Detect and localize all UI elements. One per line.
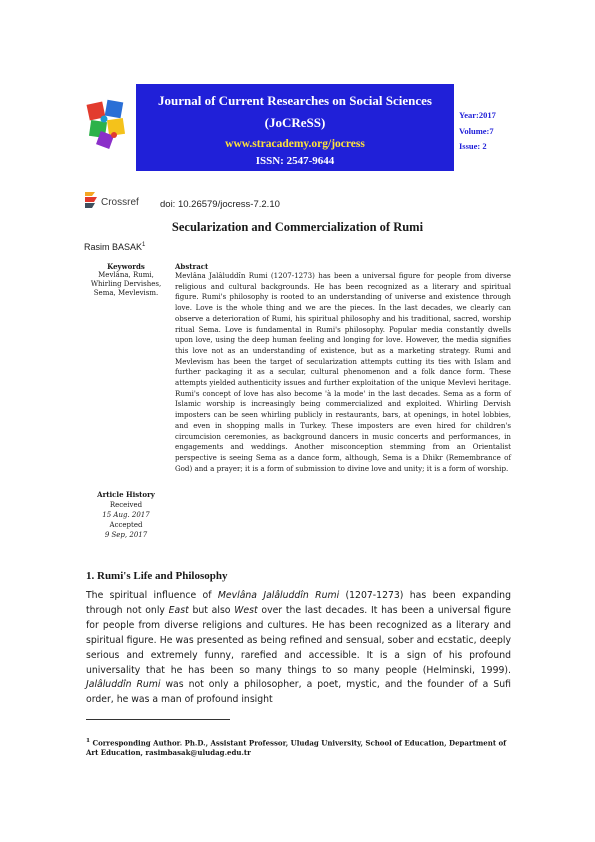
body-text: but also [188, 604, 235, 616]
section-heading: 1. Rumi's Life and Philosophy [86, 570, 228, 582]
keywords-block [84, 262, 168, 298]
body-emphasis: Jalâluddîn Rumi [86, 679, 161, 691]
doi-link[interactable]: doi: 10.26579/jocress-7.2.10 [160, 199, 280, 210]
article-history [84, 490, 168, 540]
footnote-mark: 1 [86, 738, 91, 744]
article-title: Secularization and Commercialization of Rumi [171, 220, 424, 234]
body-text: The spiritual influence of [86, 590, 218, 601]
journal-name: Journal of Current Researches on Social Sciences [158, 93, 432, 108]
journal-logo [84, 97, 132, 149]
journal-url[interactable]: www.stracademy.org/jocress [225, 138, 365, 150]
journal-banner [136, 84, 454, 171]
crossref-label: Crossref [101, 196, 139, 208]
received-label: Received [109, 501, 143, 509]
footnote-divider [86, 719, 230, 720]
journal-abbreviation: (JoCReSS) [264, 115, 326, 130]
accepted-label: Accepted [109, 521, 143, 529]
keywords-list: Mevlâna, Rumi, Whirling Dervishes, Sema, Mevlevism. [90, 271, 162, 297]
footnote-text: Corresponding Author. Ph.D., Assistant Professor, Uludag University, School of Education, Department of Art Education, rasimbasak@uludag.edu.tr [86, 738, 507, 758]
journal-issue: Issue: 2 [459, 141, 487, 151]
body-paragraph [86, 589, 511, 708]
body-emphasis: East [168, 604, 189, 616]
history-heading: Article History [97, 490, 155, 499]
journal-issn: ISSN: 2547-9644 [255, 155, 335, 167]
keywords-heading: Keywords [107, 262, 145, 271]
body-text: over the last decades. It has been a universal figure for people from diverse religions and cultures. He has been recognized as a literary and spiritual figure. He was presented as being refined and sensual, sober and ecstatic, deeply serious and extremely funny, rarefied and accessible. It is a sign of his profound universality that he has been so many things to so many people (Helminski, 1999). [86, 604, 511, 676]
body-emphasis: West [234, 604, 258, 616]
crossref-badge[interactable] [84, 192, 139, 212]
author-name: Rasim BASAK [84, 242, 143, 252]
abstract-text: Mevlâna Jalâluddîn Rumi (1207-1273) has been a universal figure for people from diverse religious and cultural backgrounds. He has been recognized as a literary and spiritual figure. Rumi's philosophy is rooted to an understanding of universe and existence through love. Love is the whole thing and we are the pieces. In the last decades, we clearly can observe a deterioration of Rumi, his spiritual philosophy and his traditional, sacred, worship ritual Sema. Love is fundamental in Rumi's philosophy. Popular media constantly dwells upon love, using the deep human feeling and longing for love. However, the media signifies this love not as an understanding of existence, but as a marketing strategy. Rumi and Mevlevism has been the target of secularization attempts cutting its ties with Islam and further packaging it as a secular, cultural phenomenon and a folk dance form. These attempts yielded authenticity issues and further exploitation of the unique Mevlevi heritage. Rumi's concept of love has also become 'à la mode' in the last decades. Sema as a form of Islamic worship is increasingly being commercialized and exploited. Whirling Dervish imposters can be seen whirling publicly in restaurants, bars, at openings, in hotel lobbies, and even in shopping malls in Turkey. These imposters are even hired for children's circumcision ceremonies, as background dancers in music concerts and performances, in engagements and weddings. Another misconception stemming from an Orientalist perspective is seeing Sema as a dance form, although, Sema is a Dhikr (Remembrance of God) and a prayer; it is a form of submission to divine love and unity; it is a form of worship. [175, 271, 511, 473]
body-emphasis: Mevlâna Jalâluddîn Rumi [217, 590, 340, 601]
journal-volume: Volume:7 [459, 126, 494, 136]
author-footnote-mark[interactable]: 1 [142, 242, 146, 248]
crossref-icon [84, 191, 98, 213]
body-text: (1207-1273) has been expanding through not only [86, 590, 511, 616]
article-author [84, 242, 145, 252]
footnote [86, 736, 511, 758]
received-date: 15 Aug. 2017 [102, 511, 150, 519]
abstract-heading: Abstract [175, 262, 209, 271]
journal-year: Year:2017 [459, 110, 496, 120]
body-text: was not only a philosopher, a poet, mystic, and the founder of a Sufi order, he was a man of profound insight [86, 679, 511, 706]
accepted-date: 9 Sep, 2017 [104, 531, 148, 539]
